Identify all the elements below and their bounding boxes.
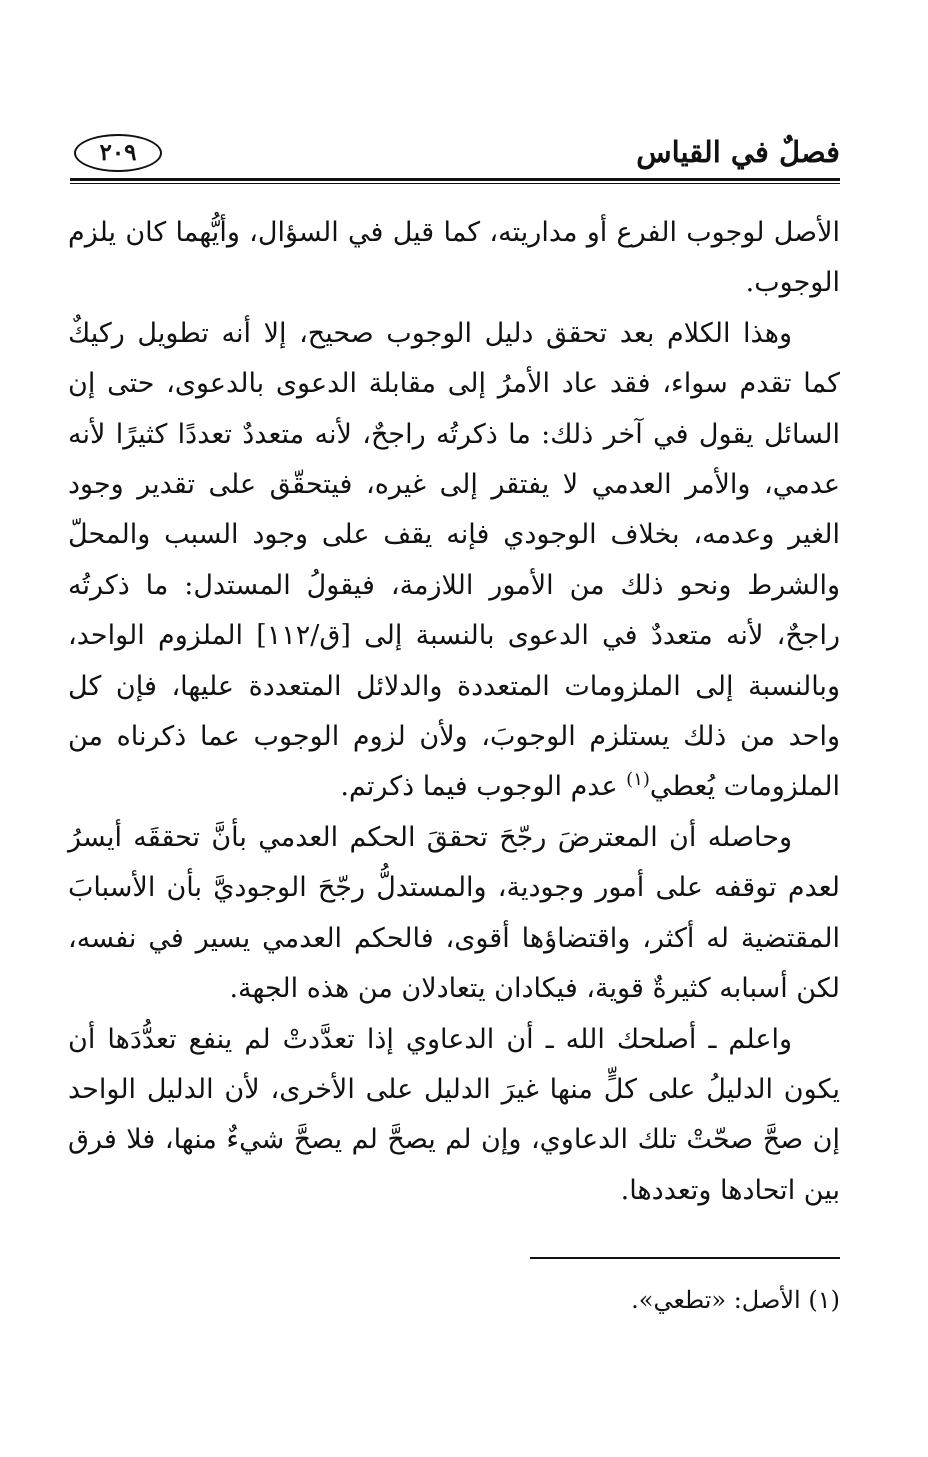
footnote <box>68 1280 840 1320</box>
page-number-badge: ٢٠٩ <box>74 134 162 172</box>
paragraph-3: وحاصله أن المعترضَ رجّحَ تحققَ الحكم العدمي بأنَّ تحققَه أيسرُ لعدم توقفه على أمور وجودية، والمستدلُّ رجّحَ الوجوديَّ بأن الأسبابَ المقتضية له أكثر، واقتضاؤها أقوى، فالحكم العدمي يسير في نفسه، لكن أسبابه كثيرةٌ قوية، فيكادان يتعادلان من هذه الجهة. <box>68 821 840 1005</box>
footnote-reference: (١) <box>626 769 650 791</box>
header-divider <box>70 178 840 184</box>
paragraph-2-tail: عدم الوجوب فيما ذكرتم. <box>340 771 627 803</box>
paragraph-4: واعلم ـ أصلحك الله ـ أن الدعاوي إذا تعدَّدتْ لم ينفع تعدُّدَها أن يكون الدليلُ على كلٍّ منها غيرَ الدليل على الأخرى، لأن الدليل الواحد إن صحَّ صحّتْ تلك الدعاوي، وإن لم يصحَّ لم يصحَّ شيءٌ منها، فلا فرق بين اتحادها وتعددها. <box>68 1023 840 1206</box>
running-header <box>70 128 840 176</box>
paragraph-1: الأصل لوجوب الفرع أو مداريته، كما قيل في السؤال، وأيُّهما كان يلزم الوجوب. <box>68 217 840 299</box>
paragraph-2 <box>68 309 840 813</box>
footnote-number: (١) <box>808 1286 840 1314</box>
footnote-divider <box>530 1257 840 1259</box>
footnote-text: الأصل: «تطعي». <box>631 1286 801 1314</box>
chapter-title: فصلٌ في القياس <box>636 135 840 169</box>
main-text <box>68 208 840 1216</box>
paragraph-2-text: وهذا الكلام بعد تحقق دليل الوجوب صحيح، إلا أنه تطويل ركيكٌ كما تقدم سواء، فقد عاد الأمرُ إلى مقابلة الدعوى بالدعوى، حتى إن السائل يقول في آخر ذلك: ما ذكرتُه راجحٌ، لأنه متعددٌ تعددًا كثيرًا لأنه عدمي، والأمر العدمي لا يفتقر إلى غيره، فيتحقّق على تقدير وجود الغير وعدمه، بخلاف الوجودي فإنه يقف على وجود السبب والمحلّ والشرط ونحو ذلك من الأمور اللازمة، فيقولُ المستدل: ما ذكرتُه راجحٌ، لأنه متعددٌ في الدعوى بالنسبة إلى [ق/١١٢] الملزوم الواحد، وبالنسبة إلى الملزومات المتعددة والدلائل المتعددة عليها، فإن كل واحد من ذلك يستلزم الوجوبَ، ولأن لزوم الوجوب عما ذكرناه من الملزومات يُعطي <box>68 317 840 803</box>
